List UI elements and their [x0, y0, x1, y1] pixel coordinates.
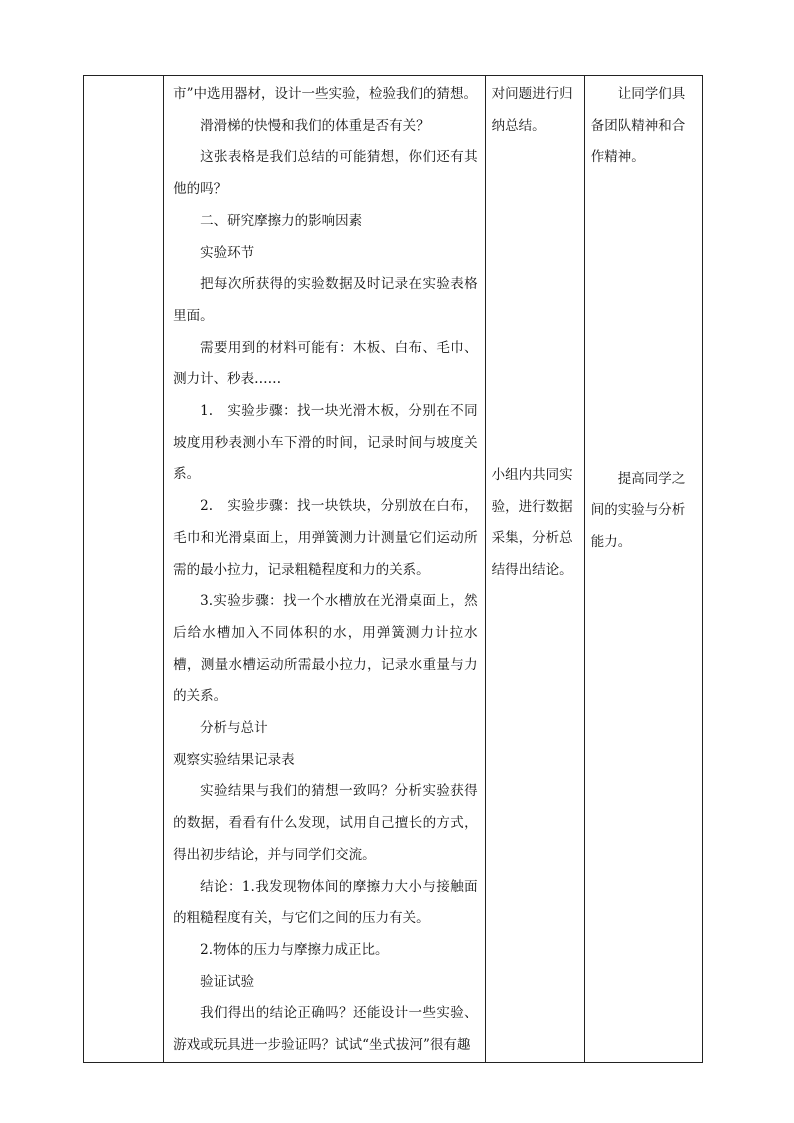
empty-first-column-cell	[84, 76, 164, 1063]
subheading: 实验环节	[200, 244, 255, 261]
subheading: 验证试验	[200, 973, 255, 990]
paragraph: 实验结果与我们的猜想一致吗？分析实验获得的数据，看看有什么发现，试用自己擅长的方式，得出初步结论，并与同学们交流。	[173, 783, 478, 863]
design-intent-cell	[584, 76, 702, 1063]
design-intent-text	[585, 76, 702, 558]
design-intent-1: 让同学们具备团队精神和合作精神。	[590, 86, 686, 165]
conclusion-2: 2.物体的压力与摩擦力成正比。	[200, 941, 389, 958]
paragraph: 我们得出的结论正确吗？还能设计一些实验、游戏或玩具进一步验证吗？试试“坐式拔河”很有趣	[173, 1005, 478, 1054]
paragraph: 把每次所获得的实验数据及时记录在实验表格里面。	[173, 276, 478, 324]
student-activity-text	[486, 76, 584, 586]
paragraph: 需要用到的材料可能有：木板、白布、毛巾、测力计、秒表……	[173, 339, 478, 388]
spacer	[492, 142, 580, 460]
paragraph: 市”中选用器材，设计一些实验，检验我们的猜想。	[173, 86, 478, 102]
design-intent-2: 提高同学之间的实验与分析能力。	[590, 470, 686, 550]
experiment-step-1: 1. 实验步骤：找一块光滑木板，分别在不同坡度用秒表测小车下滑的时间，记录时间与坡度关系。	[173, 403, 478, 483]
spacer	[591, 174, 698, 464]
teaching-process-cell	[164, 76, 486, 1063]
paragraph: 滑滑梯的快慢和我们的体重是否有关？	[200, 117, 430, 134]
student-activity-cell	[485, 76, 584, 1063]
section-heading: 二、研究摩擦力的影响因素	[200, 212, 363, 229]
subheading: 分析与总计	[200, 720, 268, 737]
paragraph: 观察实验结果记录表	[173, 751, 295, 768]
student-activity-1: 对问题进行归纳总结。	[491, 86, 573, 134]
teaching-process-text	[164, 76, 485, 1062]
table-row	[84, 76, 703, 1063]
student-activity-2: 小组内共同实验，进行数据采集，分析总结得出结论。	[491, 467, 573, 578]
conclusion-1: 结论：1.我发现物体间的摩擦力大小与接触面的粗糙程度有关，与它们之间的压力有关。	[173, 878, 478, 927]
lesson-plan-table	[83, 75, 703, 1063]
experiment-step-2: 2. 实验步骤：找一块铁块，分别放在白布，毛巾和光滑桌面上，用弹簧测力计测量它们运动所需的最小拉力，记录粗糙程度和力的关系。	[173, 498, 478, 578]
paragraph: 这张表格是我们总结的可能猜想，你们还有其他的吗？	[173, 149, 478, 198]
experiment-step-3: 3.实验步骤：找一个水槽放在光滑桌面上，然后给水槽加入不同体积的水，用弹簧测力计拉水槽，测量水槽运动所需最小拉力，记录水重量与力的关系。	[173, 593, 478, 705]
